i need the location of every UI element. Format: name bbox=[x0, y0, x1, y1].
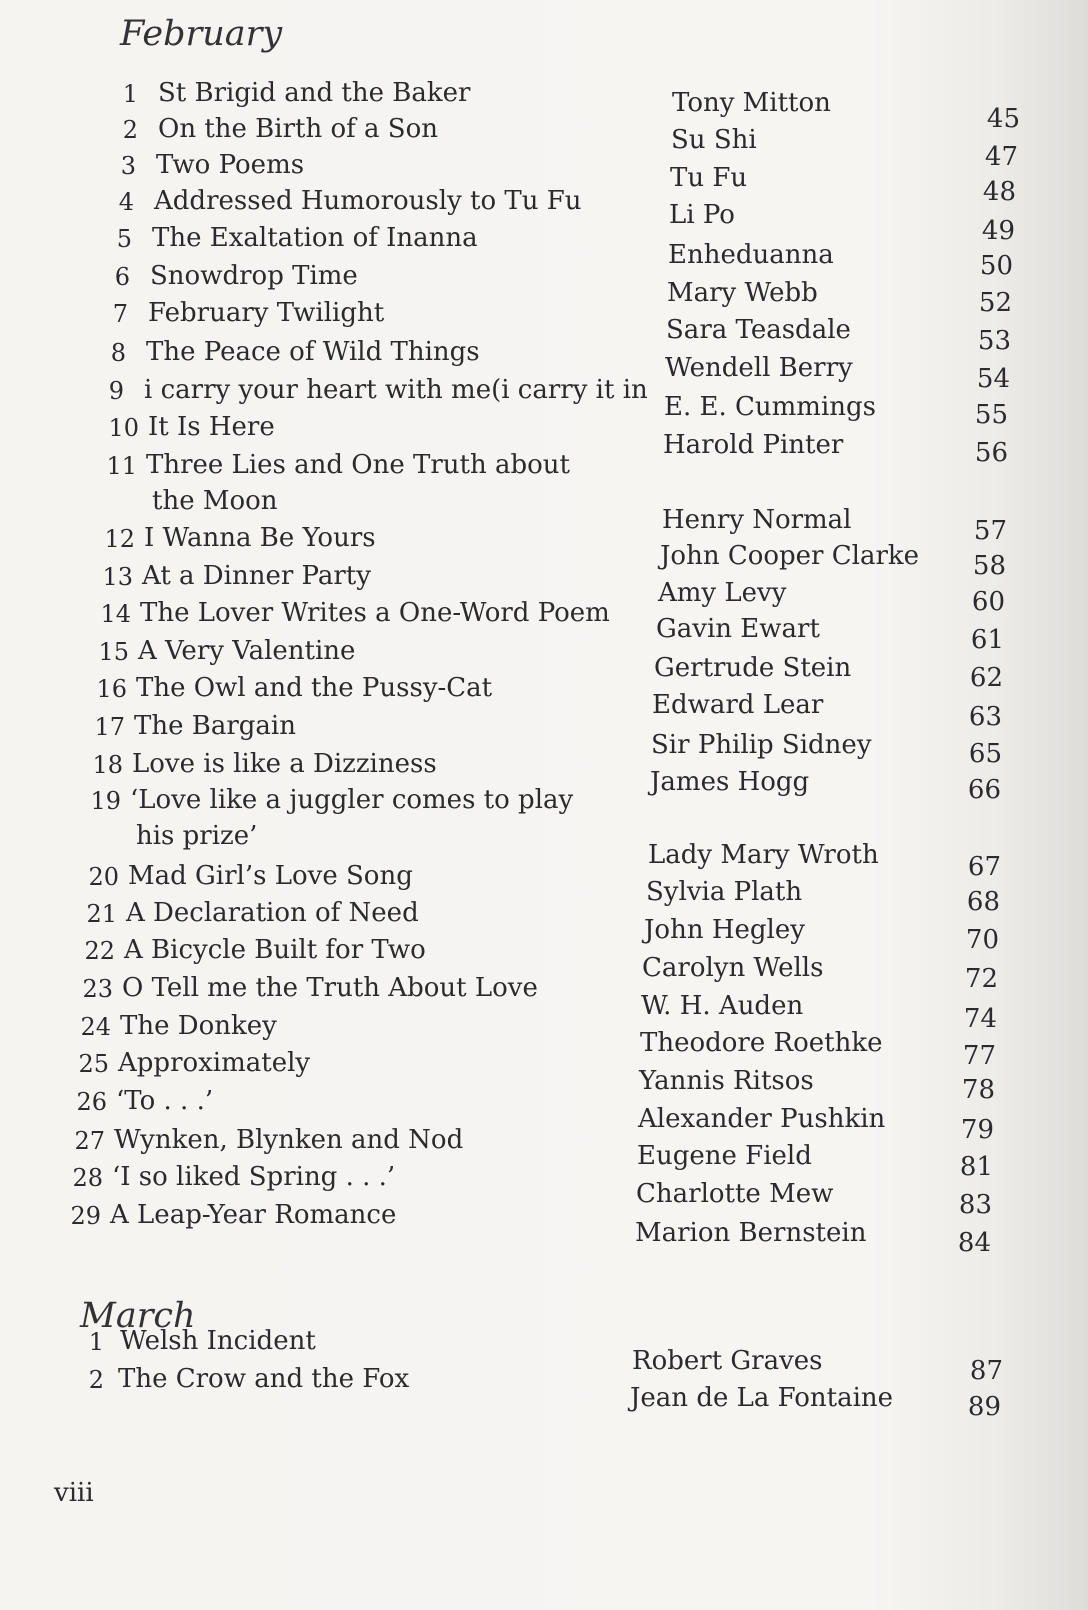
entry-author: Charlotte Mew bbox=[636, 1179, 834, 1209]
entry-title: The Crow and the Fox bbox=[118, 1364, 410, 1394]
entry-page-number: 53 bbox=[977, 326, 1011, 356]
entry-title: A Very Valentine bbox=[138, 636, 356, 666]
entry-title: Mad Girl’s Love Song bbox=[128, 861, 413, 891]
entry-title: The Bargain bbox=[134, 711, 296, 741]
entry-page-number: 47 bbox=[984, 142, 1018, 172]
entry-author: Tu Fu bbox=[670, 163, 748, 193]
entry-page-number: 65 bbox=[968, 739, 1002, 769]
entry-author: Sylvia Plath bbox=[646, 877, 803, 907]
entry-title: O Tell me the Truth About Love bbox=[122, 973, 538, 1003]
entry-author: Gavin Ewart bbox=[656, 614, 820, 644]
entry-number: 16 bbox=[96, 675, 127, 703]
entry-number: 2 bbox=[122, 116, 138, 144]
entry-title: The Exaltation of Inanna bbox=[152, 223, 478, 253]
entry-page-number: 57 bbox=[973, 516, 1007, 546]
entry-number: 20 bbox=[88, 863, 119, 891]
entry-number: 12 bbox=[104, 525, 135, 553]
month-heading-february: February bbox=[120, 14, 283, 54]
entry-number: 15 bbox=[98, 638, 129, 666]
entry-number: 24 bbox=[80, 1013, 111, 1041]
entry-page-number: 56 bbox=[974, 438, 1008, 468]
entry-title: Snowdrop Time bbox=[150, 261, 358, 291]
entry-title: The Donkey bbox=[120, 1011, 277, 1041]
entry-page-number: 45 bbox=[986, 104, 1020, 134]
entry-number: 19 bbox=[90, 787, 121, 815]
entry-page-number: 52 bbox=[978, 288, 1012, 318]
entry-page-number: 49 bbox=[981, 216, 1015, 246]
entry-number: 7 bbox=[112, 300, 128, 328]
entry-title: ‘I so liked Spring . . .’ bbox=[112, 1162, 396, 1192]
entry-page-number: 81 bbox=[959, 1152, 993, 1182]
entry-page-number: 78 bbox=[961, 1075, 995, 1105]
entry-number: 22 bbox=[84, 937, 115, 965]
entry-page-number: 70 bbox=[965, 925, 999, 955]
entry-title: At a Dinner Party bbox=[142, 561, 371, 591]
entry-author: Su Shi bbox=[671, 125, 757, 155]
entry-author: Henry Normal bbox=[662, 505, 852, 535]
month-heading-march: March bbox=[80, 1296, 196, 1336]
entry-page-number: 60 bbox=[971, 587, 1005, 617]
entry-page-number: 84 bbox=[957, 1228, 991, 1258]
entry-page-number: 48 bbox=[982, 177, 1016, 207]
entry-title: The Lover Writes a One-Word Poem bbox=[140, 598, 610, 628]
entry-title-continued: the Moon bbox=[152, 486, 278, 516]
entry-page-number: 79 bbox=[960, 1115, 994, 1145]
entry-title-continued: his prize’ bbox=[136, 821, 258, 851]
entry-title: A Bicycle Built for Two bbox=[124, 935, 426, 965]
entry-author: Sara Teasdale bbox=[666, 315, 851, 345]
entry-author: Edward Lear bbox=[652, 690, 824, 720]
entry-number: 17 bbox=[94, 713, 125, 741]
entry-number: 23 bbox=[82, 975, 113, 1003]
entry-author: Robert Graves bbox=[632, 1346, 823, 1376]
entry-page-number: 68 bbox=[966, 887, 1000, 917]
entry-title: Welsh Incident bbox=[120, 1326, 316, 1356]
entry-page-number: 67 bbox=[967, 852, 1001, 882]
entry-page-number: 66 bbox=[967, 775, 1001, 805]
entry-author: John Cooper Clarke bbox=[660, 541, 920, 571]
entry-author: Yannis Ritsos bbox=[639, 1066, 814, 1096]
entry-page-number: 83 bbox=[958, 1190, 992, 1220]
entry-number: 29 bbox=[70, 1202, 101, 1230]
entry-title: ‘Love like a juggler comes to play bbox=[130, 785, 574, 815]
entry-page-number: 87 bbox=[969, 1356, 1003, 1386]
entry-author: Li Po bbox=[669, 200, 735, 230]
entry-author: Mary Webb bbox=[667, 278, 818, 308]
entry-page-number: 61 bbox=[970, 625, 1004, 655]
entry-author: Wendell Berry bbox=[665, 353, 853, 383]
entry-author: W. H. Auden bbox=[641, 991, 804, 1021]
entry-number: 28 bbox=[72, 1164, 103, 1192]
entry-number: 10 bbox=[108, 414, 139, 442]
entry-author: James Hogg bbox=[650, 767, 810, 797]
entry-page-number: 58 bbox=[972, 551, 1006, 581]
entry-page-number: 50 bbox=[979, 251, 1013, 281]
entry-author: Tony Mitton bbox=[672, 88, 831, 118]
entry-number: 5 bbox=[116, 225, 132, 253]
entry-page-number: 74 bbox=[963, 1004, 997, 1034]
entry-author: Gertrude Stein bbox=[654, 653, 852, 683]
entry-page-number: 54 bbox=[976, 364, 1010, 394]
entry-number: 1 bbox=[88, 1328, 104, 1356]
entry-title: I Wanna Be Yours bbox=[144, 523, 376, 553]
entry-page-number: 63 bbox=[968, 702, 1002, 732]
entry-title: ‘To . . .’ bbox=[116, 1086, 214, 1116]
entry-author: Marion Bernstein bbox=[635, 1218, 867, 1248]
page-folio: viii bbox=[54, 1478, 94, 1508]
entry-title: Addressed Humorously to Tu Fu bbox=[154, 186, 582, 216]
entry-title: On the Birth of a Son bbox=[158, 114, 438, 144]
entry-author: Theodore Roethke bbox=[640, 1028, 883, 1058]
entry-page-number: 72 bbox=[964, 964, 998, 994]
entry-number: 26 bbox=[76, 1088, 107, 1116]
entry-author: Amy Levy bbox=[658, 578, 787, 608]
entry-number: 1 bbox=[122, 80, 138, 108]
entry-number: 13 bbox=[102, 563, 133, 591]
entry-author: Carolyn Wells bbox=[642, 953, 824, 983]
entry-author: Sir Philip Sidney bbox=[651, 730, 872, 760]
entry-title: The Owl and the Pussy-Cat bbox=[136, 673, 493, 703]
entry-number: 3 bbox=[120, 152, 136, 180]
entry-page-number: 89 bbox=[967, 1392, 1001, 1422]
entry-author: Harold Pinter bbox=[663, 430, 844, 460]
entry-author: E. E. Cummings bbox=[664, 392, 877, 422]
entry-number: 4 bbox=[118, 188, 134, 216]
entry-number: 2 bbox=[88, 1366, 104, 1394]
entry-number: 11 bbox=[106, 452, 137, 480]
entry-number: 9 bbox=[108, 377, 124, 405]
entry-title: Three Lies and One Truth about bbox=[146, 450, 570, 480]
entry-author: Jean de La Fontaine bbox=[630, 1383, 894, 1413]
entry-author: John Hegley bbox=[644, 915, 805, 945]
entry-title: Two Poems bbox=[156, 150, 305, 180]
entry-title: i carry your heart with me(i carry it in bbox=[144, 375, 648, 405]
entry-title: Love is like a Dizziness bbox=[132, 749, 437, 779]
entry-title: A Leap-Year Romance bbox=[110, 1200, 397, 1230]
entry-number: 6 bbox=[114, 263, 130, 291]
entry-number: 25 bbox=[78, 1050, 109, 1078]
entry-title: The Peace of Wild Things bbox=[146, 337, 480, 367]
entry-number: 18 bbox=[92, 751, 123, 779]
entry-author: Alexander Pushkin bbox=[638, 1104, 886, 1134]
entry-title: Approximately bbox=[118, 1048, 311, 1078]
entry-title: Wynken, Blynken and Nod bbox=[114, 1125, 464, 1155]
entry-number: 14 bbox=[100, 600, 131, 628]
entry-number: 8 bbox=[110, 339, 126, 367]
entry-author: Eugene Field bbox=[637, 1141, 812, 1171]
entry-title: It Is Here bbox=[148, 412, 275, 442]
entry-title: A Declaration of Need bbox=[126, 898, 419, 928]
entry-title: St Brigid and the Baker bbox=[158, 78, 471, 108]
entry-number: 27 bbox=[74, 1127, 105, 1155]
entry-title: February Twilight bbox=[148, 298, 385, 328]
entry-page-number: 77 bbox=[962, 1041, 996, 1071]
entry-number: 21 bbox=[86, 900, 117, 928]
entry-author: Enheduanna bbox=[668, 240, 834, 270]
entry-page-number: 62 bbox=[969, 663, 1003, 693]
entry-author: Lady Mary Wroth bbox=[648, 840, 879, 870]
entry-page-number: 55 bbox=[974, 400, 1008, 430]
